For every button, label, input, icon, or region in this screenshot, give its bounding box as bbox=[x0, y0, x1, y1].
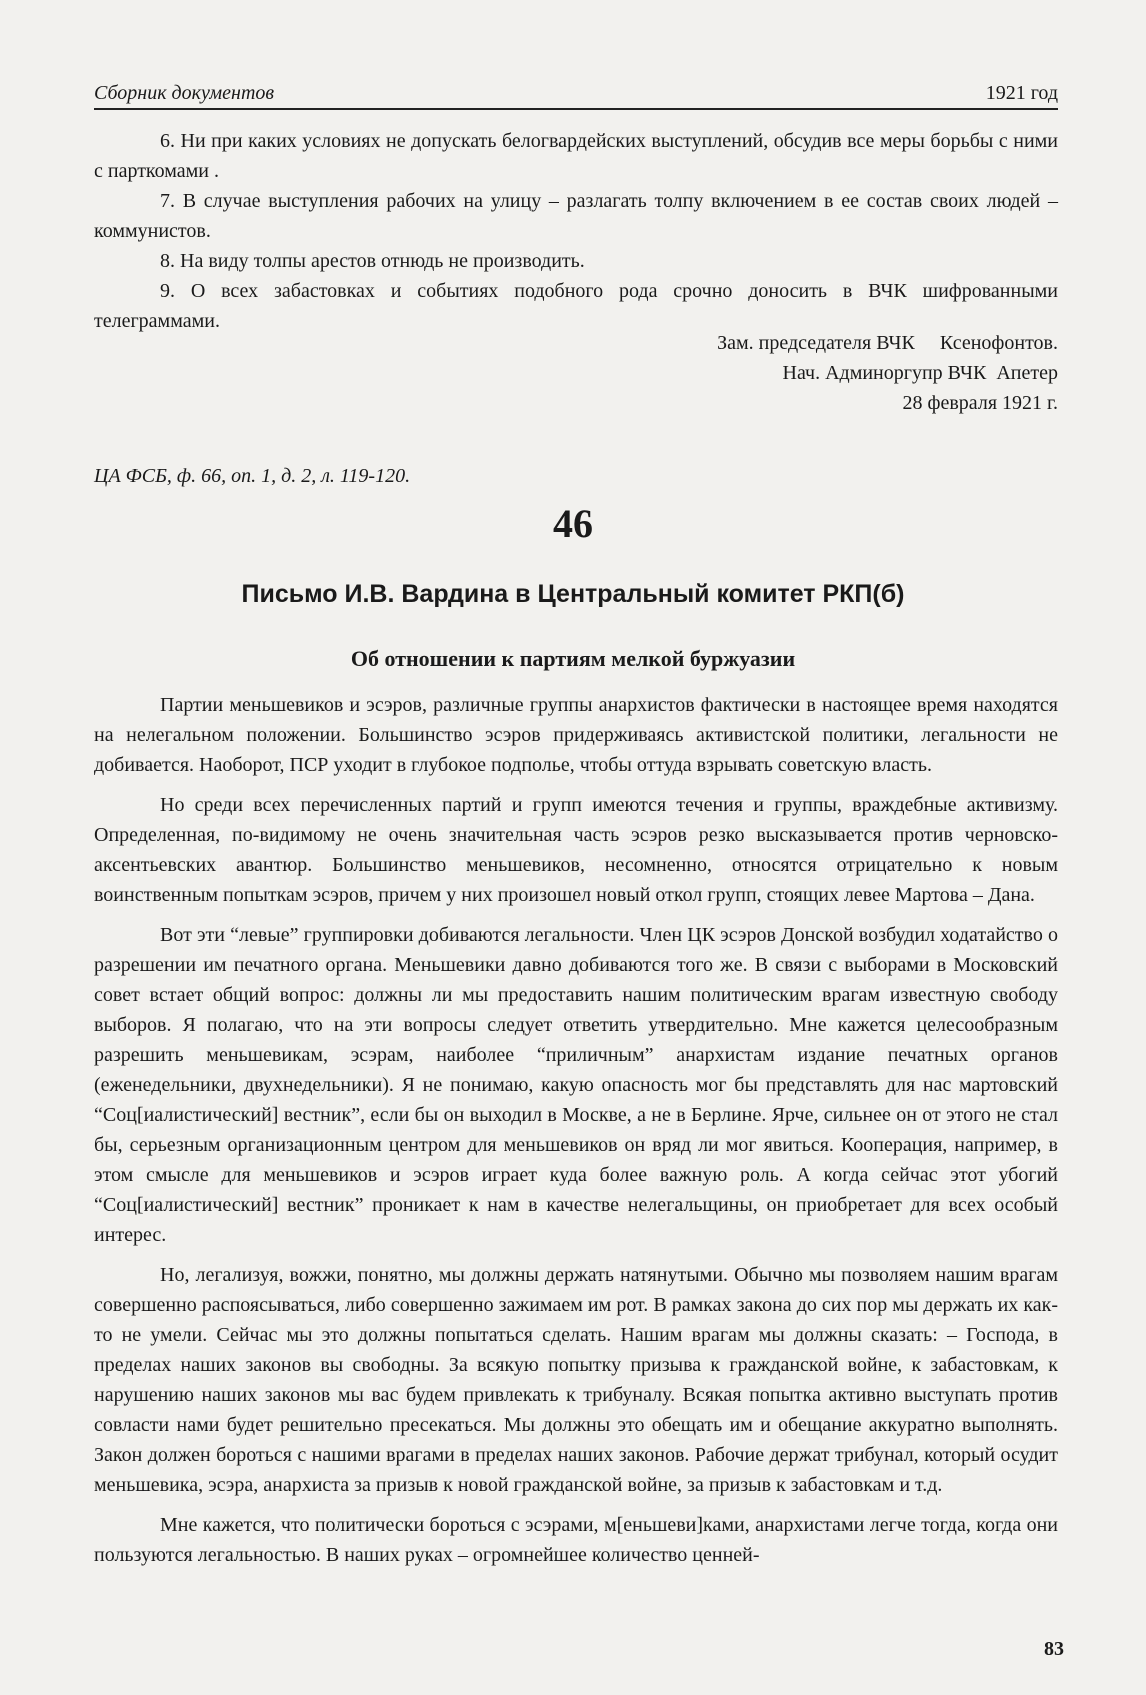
instructions-list bbox=[94, 126, 1058, 336]
signature-line-1: Зам. председателя ВЧК Ксенофонтов. bbox=[717, 332, 1058, 354]
document-number: 46 bbox=[553, 501, 593, 546]
signature-date: 28 февраля 1921 г. bbox=[902, 392, 1058, 414]
list-item: 7. В случае выступления рабочих на улицу – разлагать толпу включением в ее состав своих людей – коммунистов. bbox=[94, 190, 1058, 242]
signature-line-2: Нач. Админоргупр ВЧК Апетер bbox=[782, 362, 1058, 384]
document-body bbox=[94, 690, 1058, 1570]
paragraph: Мне кажется, что политически бороться с эсэрами, м[еньшеви]ками, анархистами легче тогда, когда они пользуются легальностью. В наших руках – огромнейшее количество ценней- bbox=[94, 1514, 1058, 1566]
paragraph: Но среди всех перечисленных партий и групп имеются течения и группы, враждебные активизму. Определенная, по-видимому не очень значительная часть эсэров резко высказывается против черновско-аксентьевских авантюр. Большинство меньшевиков, несомненно, относятся отрицательно к новым воинственным попыткам эсэров, причем у них произошел новый откол групп, стоящих левее Мартова – Дана. bbox=[94, 794, 1058, 906]
paragraph: Но, легализуя, вожжи, понятно, мы должны держать натянутыми. Обычно мы позволяем нашим врагам совершенно распоясываться, либо совершенно зажимаем им рот. В рамках закона до сих пор мы держать их как-то не умели. Сейчас мы это должны попытаться сделать. Нашим врагам мы должны сказать: – Господа, в пределах наших законов вы свободны. За всякую попытку призыва к гражданской войне, к забастовкам, к нарушению наших законов мы вас будем привлекать к трибуналу. Всякая попытка активно выступать против совласти нами будет решительно пресекаться. Мы должны это обещать им и обещание аккуратно выполнять. Закон должен бороться с нашими врагами в пределах наших законов. Рабочие держат трибунал, который осудит меньшевика, эсэра, анархиста за призыв к новой гражданской войне, за призыв к забастовкам и т.д. bbox=[94, 1264, 1058, 1496]
paragraph: Партии меньшевиков и эсэров, различные группы анархистов фактически в настоящее время находятся на нелегальном положении. Большинство эсэров придерживаясь активистской политики, легальности не добивается. Наоборот, ПСР уходит в глубокое подполье, чтобы оттуда взрывать советскую власть. bbox=[94, 694, 1058, 776]
running-header bbox=[94, 80, 1058, 110]
document-title: Письмо И.В. Вардина в Центральный комитет РКП(б) bbox=[241, 580, 905, 608]
list-item: 8. На виду толпы арестов отнюдь не производить. bbox=[160, 250, 585, 272]
document-subtitle: Об отношении к партиям мелкой буржуазии bbox=[350, 646, 796, 671]
header-year: 1921 год bbox=[985, 82, 1058, 104]
page-number: 83 bbox=[1044, 1638, 1064, 1660]
collection-title: Сборник документов bbox=[94, 82, 275, 104]
list-item: 6. Ни при каких условиях не допускать белогвардейских выступлений, обсудив все меры борьбы с ними с парткомами . bbox=[94, 130, 1058, 182]
list-item: 9. О всех забастовках и событиях подобного рода срочно доносить в ВЧК шифрованными телеграммами. bbox=[94, 280, 1058, 332]
paragraph: Вот эти “левые” группировки добиваются легальности. Член ЦК эсэров Донской возбудил ходатайство о разрешении им печатного органа. Меньшевики давно добиваются того же. В связи с выборами в Московский совет встает общий вопрос: должны ли мы предоставить нашим политическим врагам известную свободу выборов. Я полагаю, что на эти вопросы следует ответить утвердительно. Мне кажется целесообразным разрешить меньшевикам, эсэрам, наиболее “приличным” анархистам издание печатных органов (еженедельники, двухнедельники). Я не понимаю, какую опасность мог бы представлять для нас мартовский “Соц[иалистический] вестник”, если бы он выходил в Москве, а не в Берлине. Ярче, сильнее он от этого не стал бы, серьезным организационным центром для меньшевиков он вряд ли мог явиться. Кооперация, например, в этом смысле для меньшевиков и эсэров играет куда более важную роль. А когда сейчас этот убогий “Соц[иалистический] вестник” проникает к нам в качестве нелегальщины, он приобретает для всех особый интерес. bbox=[94, 924, 1058, 1246]
archive-reference: ЦА ФСБ, ф. 66, оп. 1, д. 2, л. 119-120. bbox=[94, 465, 411, 487]
signature-block bbox=[717, 328, 1058, 418]
